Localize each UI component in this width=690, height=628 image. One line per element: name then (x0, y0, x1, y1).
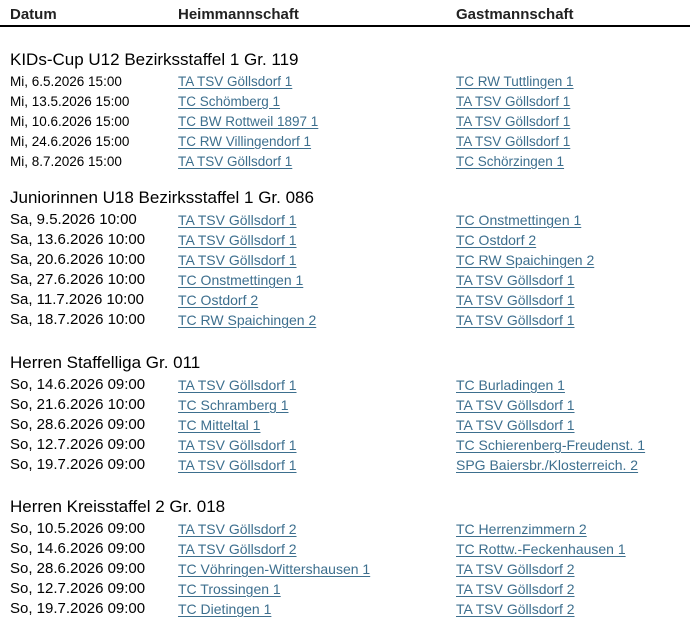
match-row (0, 152, 690, 172)
guest-team-link[interactable]: TA TSV Göllsdorf 2 (456, 601, 575, 617)
match-row (0, 210, 690, 230)
home-team-link[interactable]: TC Mitteltal 1 (178, 417, 261, 433)
match-row (0, 72, 690, 92)
match-date: Mi, 24.6.2026 15:00 (10, 134, 130, 149)
guest-team-link[interactable]: TA TSV Göllsdorf 2 (456, 561, 575, 577)
home-team-link[interactable]: TA TSV Göllsdorf 2 (178, 521, 297, 537)
guest-team-link[interactable]: TC Rottw.-Feckenhausen 1 (456, 541, 626, 557)
match-date: Sa, 27.6.2026 10:00 (10, 271, 146, 288)
column-header-home-team: Heimmannschaft (178, 6, 299, 23)
match-row (0, 250, 690, 270)
match-date: So, 12.7.2026 09:00 (10, 436, 146, 453)
group-title: KIDs-Cup U12 Bezirksstaffel 1 Gr. 119 (10, 50, 299, 69)
match-date: Sa, 13.6.2026 10:00 (10, 231, 146, 248)
column-header-guest-team: Gastmannschaft (456, 6, 574, 23)
table-header (0, 0, 690, 27)
match-date: So, 28.6.2026 09:00 (10, 416, 146, 433)
home-team-link[interactable]: TA TSV Göllsdorf 2 (178, 541, 297, 557)
match-row (0, 539, 690, 559)
home-team-link[interactable]: TC Dietingen 1 (178, 601, 272, 617)
guest-team-link[interactable]: TA TSV Göllsdorf 2 (456, 581, 575, 597)
column-header-date: Datum (10, 6, 57, 23)
match-row (0, 455, 690, 475)
match-row (0, 270, 690, 290)
guest-team-link[interactable]: TC Burladingen 1 (456, 377, 565, 393)
group-title: Herren Kreisstaffel 2 Gr. 018 (10, 497, 226, 516)
home-team-link[interactable]: TA TSV Göllsdorf 1 (178, 377, 297, 393)
match-row (0, 435, 690, 455)
match-row (0, 395, 690, 415)
home-team-link[interactable]: TA TSV Göllsdorf 1 (178, 437, 297, 453)
home-team-link[interactable]: TC Schramberg 1 (178, 397, 289, 413)
home-team-link[interactable]: TC Schömberg 1 (178, 94, 281, 109)
match-row (0, 599, 690, 619)
guest-team-link[interactable]: TA TSV Göllsdorf 1 (456, 292, 575, 308)
home-team-link[interactable]: TC BW Rottweil 1897 1 (178, 114, 319, 129)
guest-team-link[interactable]: TA TSV Göllsdorf 1 (456, 272, 575, 288)
home-team-link[interactable]: TA TSV Göllsdorf 1 (178, 457, 297, 473)
match-date: Sa, 18.7.2026 10:00 (10, 311, 146, 328)
group-title: Herren Staffelliga Gr. 011 (10, 353, 201, 372)
guest-team-link[interactable]: TA TSV Göllsdorf 1 (456, 397, 575, 413)
match-date: Sa, 9.5.2026 10:00 (10, 211, 137, 228)
match-row (0, 92, 690, 112)
match-date: So, 14.6.2026 09:00 (10, 376, 146, 393)
match-date: Mi, 6.5.2026 15:00 (10, 74, 122, 89)
home-team-link[interactable]: TC RW Villingendorf 1 (178, 134, 312, 149)
match-row (0, 375, 690, 395)
home-team-link[interactable]: TC Onstmettingen 1 (178, 272, 304, 288)
match-row (0, 290, 690, 310)
match-row (0, 112, 690, 132)
match-row (0, 230, 690, 250)
match-date: So, 19.7.2026 09:00 (10, 600, 146, 617)
home-team-link[interactable]: TA TSV Göllsdorf 1 (178, 252, 297, 268)
guest-team-link[interactable]: TA TSV Göllsdorf 1 (456, 114, 571, 129)
match-date: So, 21.6.2026 10:00 (10, 396, 146, 413)
home-team-link[interactable]: TC Ostdorf 2 (178, 292, 259, 308)
match-row (0, 132, 690, 152)
match-date: Mi, 13.5.2026 15:00 (10, 94, 130, 109)
guest-team-link[interactable]: TC Ostdorf 2 (456, 232, 537, 248)
home-team-link[interactable]: TC RW Spaichingen 2 (178, 312, 317, 328)
match-row (0, 579, 690, 599)
match-row (0, 519, 690, 539)
match-date: So, 14.6.2026 09:00 (10, 540, 146, 557)
guest-team-link[interactable]: TA TSV Göllsdorf 1 (456, 312, 575, 328)
match-date: So, 10.5.2026 09:00 (10, 520, 146, 537)
guest-team-link[interactable]: TC Herrenzimmern 2 (456, 521, 587, 537)
home-team-link[interactable]: TC Vöhringen-Wittershausen 1 (178, 561, 371, 577)
guest-team-link[interactable]: TC RW Spaichingen 2 (456, 252, 595, 268)
match-date: Sa, 11.7.2026 10:00 (10, 291, 145, 308)
guest-team-link[interactable]: TA TSV Göllsdorf 1 (456, 134, 571, 149)
match-row (0, 415, 690, 435)
home-team-link[interactable]: TC Trossingen 1 (178, 581, 281, 597)
guest-team-link[interactable]: TC Onstmettingen 1 (456, 212, 582, 228)
guest-team-link[interactable]: TA TSV Göllsdorf 1 (456, 417, 575, 433)
match-date: So, 28.6.2026 09:00 (10, 560, 146, 577)
guest-team-link[interactable]: SPG Baiersbr./Klosterreich. 2 (456, 457, 639, 473)
match-date: So, 19.7.2026 09:00 (10, 456, 146, 473)
guest-team-link[interactable]: TC Schörzingen 1 (456, 154, 565, 169)
home-team-link[interactable]: TA TSV Göllsdorf 1 (178, 232, 297, 248)
match-row (0, 310, 690, 330)
match-row (0, 559, 690, 579)
group-title: Juniorinnen U18 Bezirksstaffel 1 Gr. 086 (10, 188, 314, 207)
guest-team-link[interactable]: TC RW Tuttlingen 1 (456, 74, 574, 89)
match-date: Mi, 10.6.2026 15:00 (10, 114, 130, 129)
match-date: Sa, 20.6.2026 10:00 (10, 251, 146, 268)
guest-team-link[interactable]: TC Schierenberg-Freudenst. 1 (456, 437, 646, 453)
match-date: So, 12.7.2026 09:00 (10, 580, 146, 597)
home-team-link[interactable]: TA TSV Göllsdorf 1 (178, 74, 293, 89)
guest-team-link[interactable]: TA TSV Göllsdorf 1 (456, 94, 571, 109)
match-date: Mi, 8.7.2026 15:00 (10, 154, 122, 169)
home-team-link[interactable]: TA TSV Göllsdorf 1 (178, 154, 293, 169)
home-team-link[interactable]: TA TSV Göllsdorf 1 (178, 212, 297, 228)
